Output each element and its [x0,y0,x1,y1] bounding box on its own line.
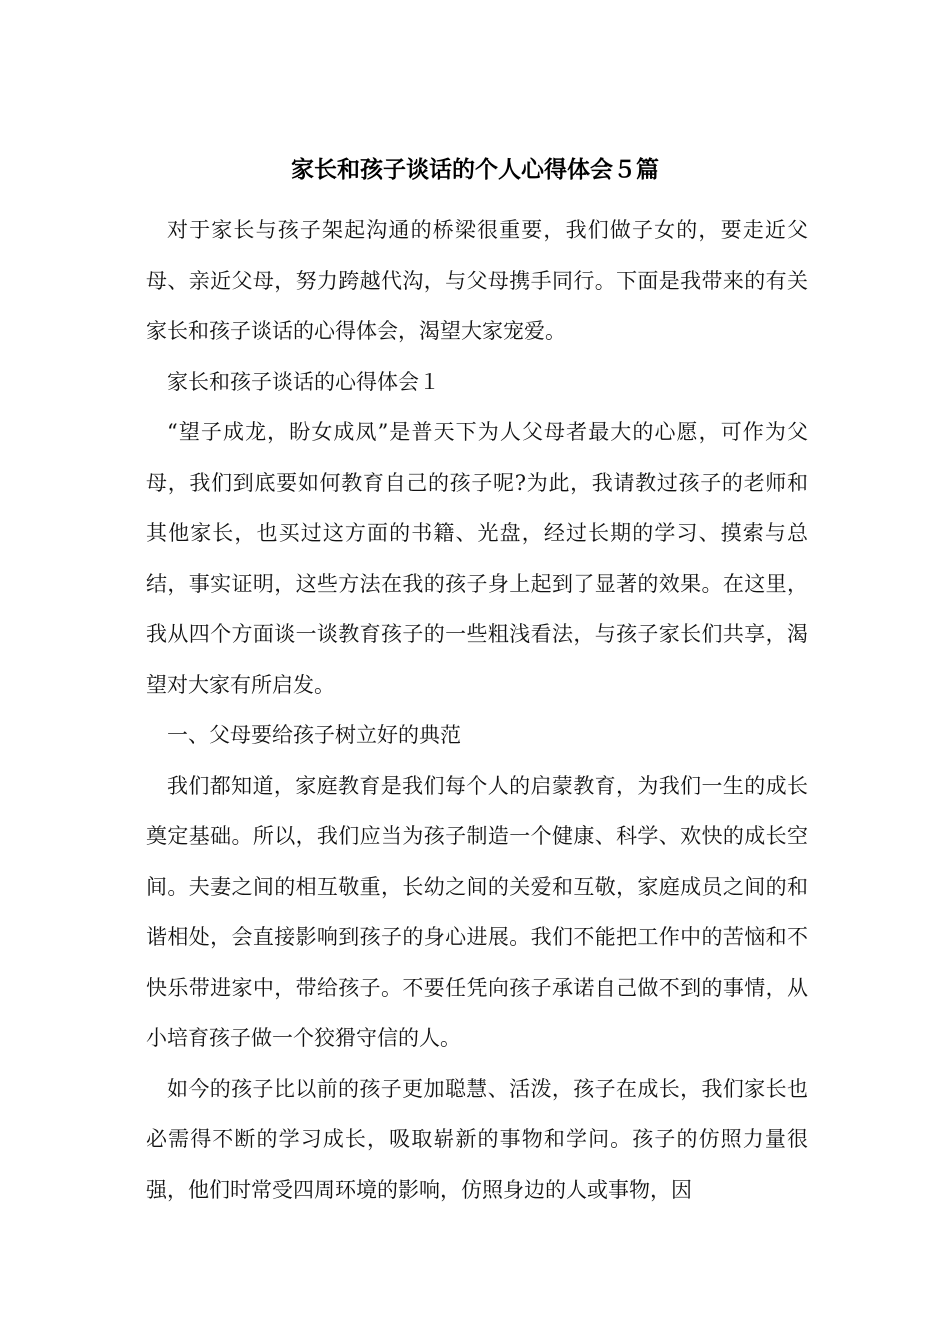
section-heading: 家长和孩子谈话的心得体会１ [167,369,440,394]
intro-paragraph: 对于家长与孩子架起沟通的桥梁很重要，我们做子女的，要走近父母、亲近父母，努力跨越代沟，与父母携手同行。下面是我带来的有关家长和孩子谈话的心得体会，渴望大家宠爱。 [146,218,808,343]
body-paragraph: 我们都知道，家庭教育是我们每个人的启蒙教育，为我们一生的成长奠定基础。所以，我们应当为孩子制造一个健康、科学、欢快的成长空间。夫妻之间的相互敬重，长幼之间的关爱和互敬，家庭成员之间的和谐相处，会直接影响到孩子的身心进展。我们不能把工作中的苦恼和不快乐带进家中，带给孩子。不要任凭向孩子承诺自己做不到的事情，从小培育孩子做一个狡猾守信的人。 [146,773,808,1050]
document-body [146,205,808,1215]
body-paragraph: “望子成龙，盼女成凤”是普天下为人父母者最大的心愿，可作为父母，我们到底要如何教育自己的孩子呢?为此，我请教过孩子的老师和其他家长，也买过这方面的书籍、光盘，经过长期的学习、摸索与总结，事实证明，这些方法在我的孩子身上起到了显著的效果。在这里，我从四个方面谈一谈教育孩子的一些粗浅看法，与孩子家长们共享，渴望对大家有所启发。 [146,420,808,697]
subsection-heading: 一、父母要给孩子树立好的典范 [167,723,461,747]
body-paragraph: 如今的孩子比以前的孩子更加聪慧、活泼，孩子在成长，我们家长也必需得不断的学习成长，吸取崭新的事物和学问。孩子的仿照力量很强，他们时常受四周环境的影响，仿照身边的人或事物，因 [146,1076,808,1202]
document-title: 家长和孩子谈话的个人心得体会５篇 [291,157,659,183]
